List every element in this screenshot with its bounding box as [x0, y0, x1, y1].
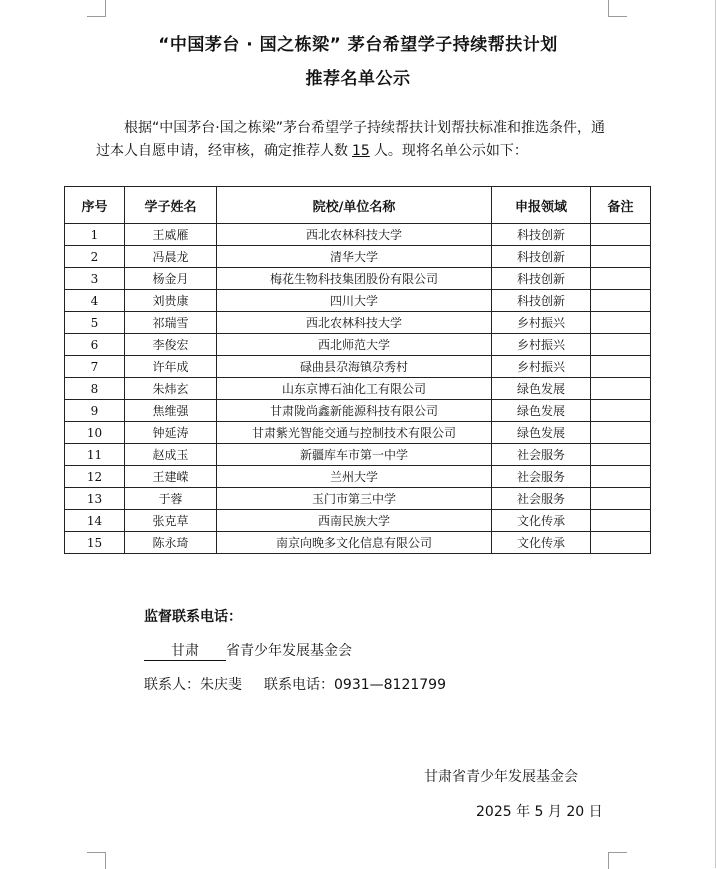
cell-institution: 碌曲县尕海镇尕秀村 [217, 356, 492, 378]
cell-name: 王建嵘 [125, 466, 217, 488]
cell-index: 7 [65, 356, 125, 378]
table-header-row [65, 187, 651, 224]
cell-remarks [591, 488, 651, 510]
cell-index: 4 [65, 290, 125, 312]
cell-field: 文化传承 [492, 532, 591, 554]
province-blank: 甘肃 [144, 640, 226, 661]
cell-name: 朱炜玄 [125, 378, 217, 400]
cell-remarks [591, 422, 651, 444]
cell-remarks [591, 466, 651, 488]
cell-institution: 西北农林科技大学 [217, 224, 492, 246]
cell-name: 祁瑞雪 [125, 312, 217, 334]
cell-institution: 西北师范大学 [217, 334, 492, 356]
header-index: 序号 [65, 187, 125, 224]
cell-index: 9 [65, 400, 125, 422]
cell-field: 文化传承 [492, 510, 591, 532]
table-row [65, 334, 651, 356]
signature-organization: 甘肃省青少年发展基金会 [424, 769, 578, 785]
cell-institution: 甘肃紫光智能交通与控制技术有限公司 [217, 422, 492, 444]
cell-index: 1 [65, 224, 125, 246]
cell-field: 社会服务 [492, 466, 591, 488]
cell-institution: 玉门市第三中学 [217, 488, 492, 510]
cell-remarks [591, 290, 651, 312]
table-body [65, 224, 651, 554]
cell-field: 乡村振兴 [492, 334, 591, 356]
cell-name: 钟延涛 [125, 422, 217, 444]
header-name: 学子姓名 [125, 187, 217, 224]
crop-mark-top-right [608, 0, 627, 17]
crop-mark-top-left [87, 0, 106, 17]
cell-index: 5 [65, 312, 125, 334]
cell-index: 12 [65, 466, 125, 488]
cell-institution: 西北农林科技大学 [217, 312, 492, 334]
cell-index: 15 [65, 532, 125, 554]
cell-field: 科技创新 [492, 246, 591, 268]
table-row [65, 312, 651, 334]
crop-mark-bottom-left [87, 852, 106, 869]
table-row [65, 246, 651, 268]
cell-index: 8 [65, 378, 125, 400]
cell-field: 社会服务 [492, 488, 591, 510]
organization-suffix: 省青少年发展基金会 [226, 643, 352, 659]
cell-remarks [591, 510, 651, 532]
cell-institution: 山东京博石油化工有限公司 [217, 378, 492, 400]
table-row [65, 224, 651, 246]
cell-institution: 新疆库车市第一中学 [217, 444, 492, 466]
table-row [65, 510, 651, 532]
cell-remarks [591, 246, 651, 268]
document-title: “中国茅台 · 国之栋梁” 茅台希望学子持续帮扶计划 [158, 35, 558, 55]
cell-institution: 兰州大学 [217, 466, 492, 488]
cell-field: 绿色发展 [492, 378, 591, 400]
cell-institution: 南京向晚多文化信息有限公司 [217, 532, 492, 554]
cell-remarks [591, 444, 651, 466]
cell-name: 杨金月 [125, 268, 217, 290]
cell-name: 李俊宏 [125, 334, 217, 356]
supervision-label: 监督联系电话： [144, 609, 242, 625]
cell-index: 11 [65, 444, 125, 466]
cell-remarks [591, 532, 651, 554]
cell-index: 13 [65, 488, 125, 510]
cell-institution: 甘肃陇尚鑫新能源科技有限公司 [217, 400, 492, 422]
intro-text-part2: 人。现将名单公示如下： [373, 143, 528, 159]
recommended-count: 15 [352, 143, 370, 159]
contact-person: 联系人：朱庆斐 [144, 677, 242, 693]
cell-remarks [591, 224, 651, 246]
table-row [65, 268, 651, 290]
table-row [65, 466, 651, 488]
cell-remarks [591, 378, 651, 400]
cell-field: 科技创新 [492, 224, 591, 246]
contact-phone: 联系电话：0931—8121799 [264, 677, 446, 693]
cell-name: 冯晨龙 [125, 246, 217, 268]
organization-line [144, 640, 352, 661]
cell-name: 王威雁 [125, 224, 217, 246]
table-row [65, 488, 651, 510]
cell-index: 2 [65, 246, 125, 268]
cell-name: 许年成 [125, 356, 217, 378]
cell-institution: 西南民族大学 [217, 510, 492, 532]
header-field: 申报领域 [492, 187, 591, 224]
document-subtitle: 推荐名单公示 [305, 69, 411, 89]
intro-text-part1: 根据“中国茅台·国之栋梁”茅台希望学子持续帮扶计划帮扶标准和推选条件，通过本人自愿申请，经审核，确定推荐人数 [96, 120, 605, 159]
signature-date: 2025 年 5 月 20 日 [476, 804, 603, 820]
cell-index: 14 [65, 510, 125, 532]
cell-field: 绿色发展 [492, 422, 591, 444]
cell-remarks [591, 400, 651, 422]
intro-paragraph [96, 117, 616, 163]
cell-name: 刘贵康 [125, 290, 217, 312]
cell-institution: 梅花生物科技集团股份有限公司 [217, 268, 492, 290]
table-row [65, 532, 651, 554]
cell-name: 陈永琦 [125, 532, 217, 554]
cell-field: 科技创新 [492, 268, 591, 290]
cell-field: 乡村振兴 [492, 356, 591, 378]
cell-field: 绿色发展 [492, 400, 591, 422]
cell-remarks [591, 334, 651, 356]
cell-institution: 清华大学 [217, 246, 492, 268]
cell-index: 3 [65, 268, 125, 290]
header-remarks: 备注 [591, 187, 651, 224]
table-row [65, 400, 651, 422]
table-row [65, 378, 651, 400]
cell-name: 张克草 [125, 510, 217, 532]
header-institution: 院校/单位名称 [217, 187, 492, 224]
cell-remarks [591, 268, 651, 290]
cell-index: 6 [65, 334, 125, 356]
crop-mark-bottom-right [608, 852, 627, 869]
cell-name: 焦维强 [125, 400, 217, 422]
cell-field: 乡村振兴 [492, 312, 591, 334]
cell-field: 科技创新 [492, 290, 591, 312]
table-row [65, 290, 651, 312]
cell-name: 赵成玉 [125, 444, 217, 466]
contact-line [144, 674, 446, 694]
cell-name: 于蓉 [125, 488, 217, 510]
cell-index: 10 [65, 422, 125, 444]
table-row [65, 356, 651, 378]
cell-field: 社会服务 [492, 444, 591, 466]
cell-remarks [591, 356, 651, 378]
table-row [65, 444, 651, 466]
table-row [65, 422, 651, 444]
cell-institution: 四川大学 [217, 290, 492, 312]
cell-remarks [591, 312, 651, 334]
recommendation-table [64, 186, 651, 554]
